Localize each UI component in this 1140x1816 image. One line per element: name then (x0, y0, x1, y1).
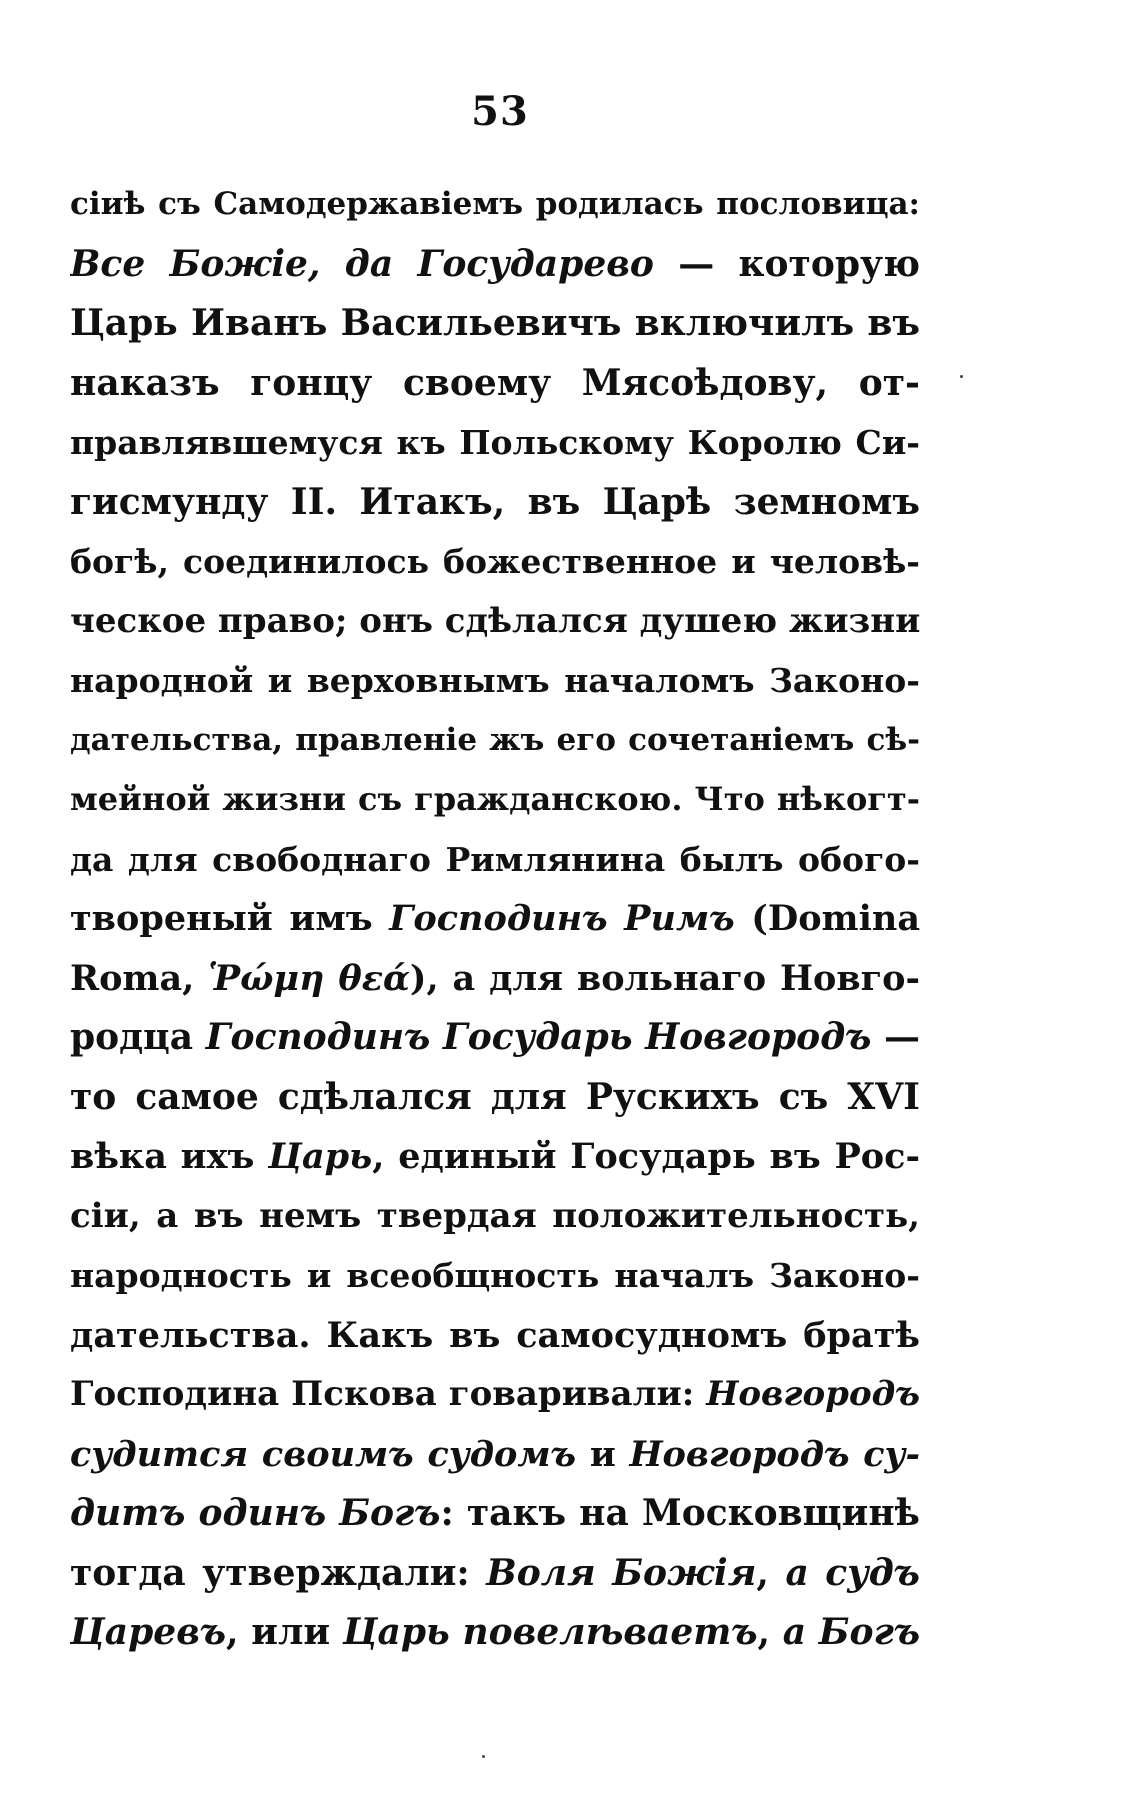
page-number: 53 (471, 88, 529, 135)
text-line (70, 711, 920, 771)
text-line (70, 1603, 920, 1663)
italic-phrase: Господинъ Римъ (389, 898, 735, 939)
text-run: народность и всеобщность началъ Законо- (70, 1256, 920, 1295)
text-run: твореный имъ (70, 898, 390, 939)
text-run: дательства. Какъ въ самосудномъ братѣ (70, 1314, 920, 1356)
text-line (70, 830, 920, 890)
italic-phrase: Господинъ Государь Новгородъ (205, 1016, 872, 1058)
text-run: сіи, а въ немъ твердая положительность, (70, 1195, 920, 1236)
text-run: — (871, 1016, 920, 1058)
italic-phrase: Царевъ (70, 1611, 227, 1653)
text-line (70, 1365, 920, 1425)
text-run: , (756, 1551, 786, 1594)
text-line (70, 354, 920, 414)
text-line (70, 1127, 920, 1187)
text-line (70, 889, 920, 949)
text-run: наказъ гонцу своему Мясоѣдову, от- (70, 361, 920, 404)
text-line (70, 1246, 920, 1306)
text-run: , (757, 1611, 783, 1653)
text-line (70, 949, 920, 1009)
italic-phrase: Царь (268, 1136, 373, 1177)
text-run: тогда утверждали: (70, 1551, 487, 1594)
text-run: Roma, (70, 957, 209, 999)
text-line (70, 1425, 920, 1485)
text-line (70, 651, 920, 711)
text-line (70, 1544, 920, 1604)
text-line (70, 235, 920, 295)
text-run: вѣка ихъ (70, 1136, 269, 1177)
text-line (70, 1008, 920, 1068)
text-run: (Domina (734, 898, 920, 939)
italic-phrase: Новгородъ су- (629, 1433, 920, 1475)
text-run: , единый Государь въ Рос- (372, 1136, 920, 1177)
text-line (70, 1484, 920, 1544)
text-line (70, 1306, 920, 1366)
text-run: да для свободнаго Римлянина былъ обого- (70, 839, 920, 879)
text-run: мейной жизни съ гражданскою. Что нѣкогт- (70, 780, 920, 818)
text-run: Господина Пскова говаривали: (70, 1374, 707, 1414)
speck-mark (482, 1755, 485, 1758)
body-text (70, 175, 920, 1663)
text-run: то самое сдѣлался для Рускихъ съ XVI (70, 1075, 920, 1118)
italic-phrase: Воля Божія (486, 1551, 757, 1594)
text-run: родца (70, 1016, 206, 1058)
text-line (70, 175, 920, 235)
text-line (70, 1187, 920, 1247)
text-run: дательства, правленіе жъ его сочетаніемъ сѣ- (70, 721, 920, 758)
italic-phrase: Царь повелѣваетъ (342, 1611, 758, 1653)
italic-phrase: Все Божіе, да Государево (70, 242, 654, 285)
text-run: — которую (653, 242, 920, 285)
italic-phrase: а Богъ (782, 1611, 920, 1653)
text-run: и (576, 1433, 630, 1475)
italic-phrase: Ῥώμη θεά (208, 957, 410, 999)
text-run: : такъ на Московщинѣ (440, 1492, 920, 1534)
text-run: ), а для вольнаго Новго- (409, 957, 920, 999)
text-run: народной и верховнымъ началомъ Законо- (70, 661, 920, 700)
text-line (70, 294, 920, 354)
text-run: богѣ, соединилось божественное и человѣ- (70, 542, 920, 581)
text-line (70, 770, 920, 830)
text-line (70, 1068, 920, 1128)
text-line (70, 592, 920, 652)
text-run: гисмунду II. Итакъ, въ Царѣ земномъ (70, 480, 920, 523)
text-run: , или (226, 1611, 343, 1653)
text-line (70, 532, 920, 592)
text-line (70, 473, 920, 533)
text-line (70, 413, 920, 473)
italic-phrase: судится своимъ судомъ (70, 1433, 577, 1475)
text-run: правлявшемуся къ Польскому Королю Си- (70, 423, 920, 462)
text-run: Царь Иванъ Васильевичъ включилъ въ (70, 302, 920, 344)
text-run: ческое право; онъ сдѣлался душею жизни (70, 600, 920, 641)
italic-phrase: а судъ (785, 1551, 920, 1594)
speck-mark (960, 375, 963, 378)
italic-phrase: дитъ одинъ Богъ (70, 1492, 441, 1534)
italic-phrase: Новгородъ (706, 1374, 920, 1414)
text-run: сіиѣ съ Самодержавіемъ родилась пословица: (70, 186, 920, 222)
